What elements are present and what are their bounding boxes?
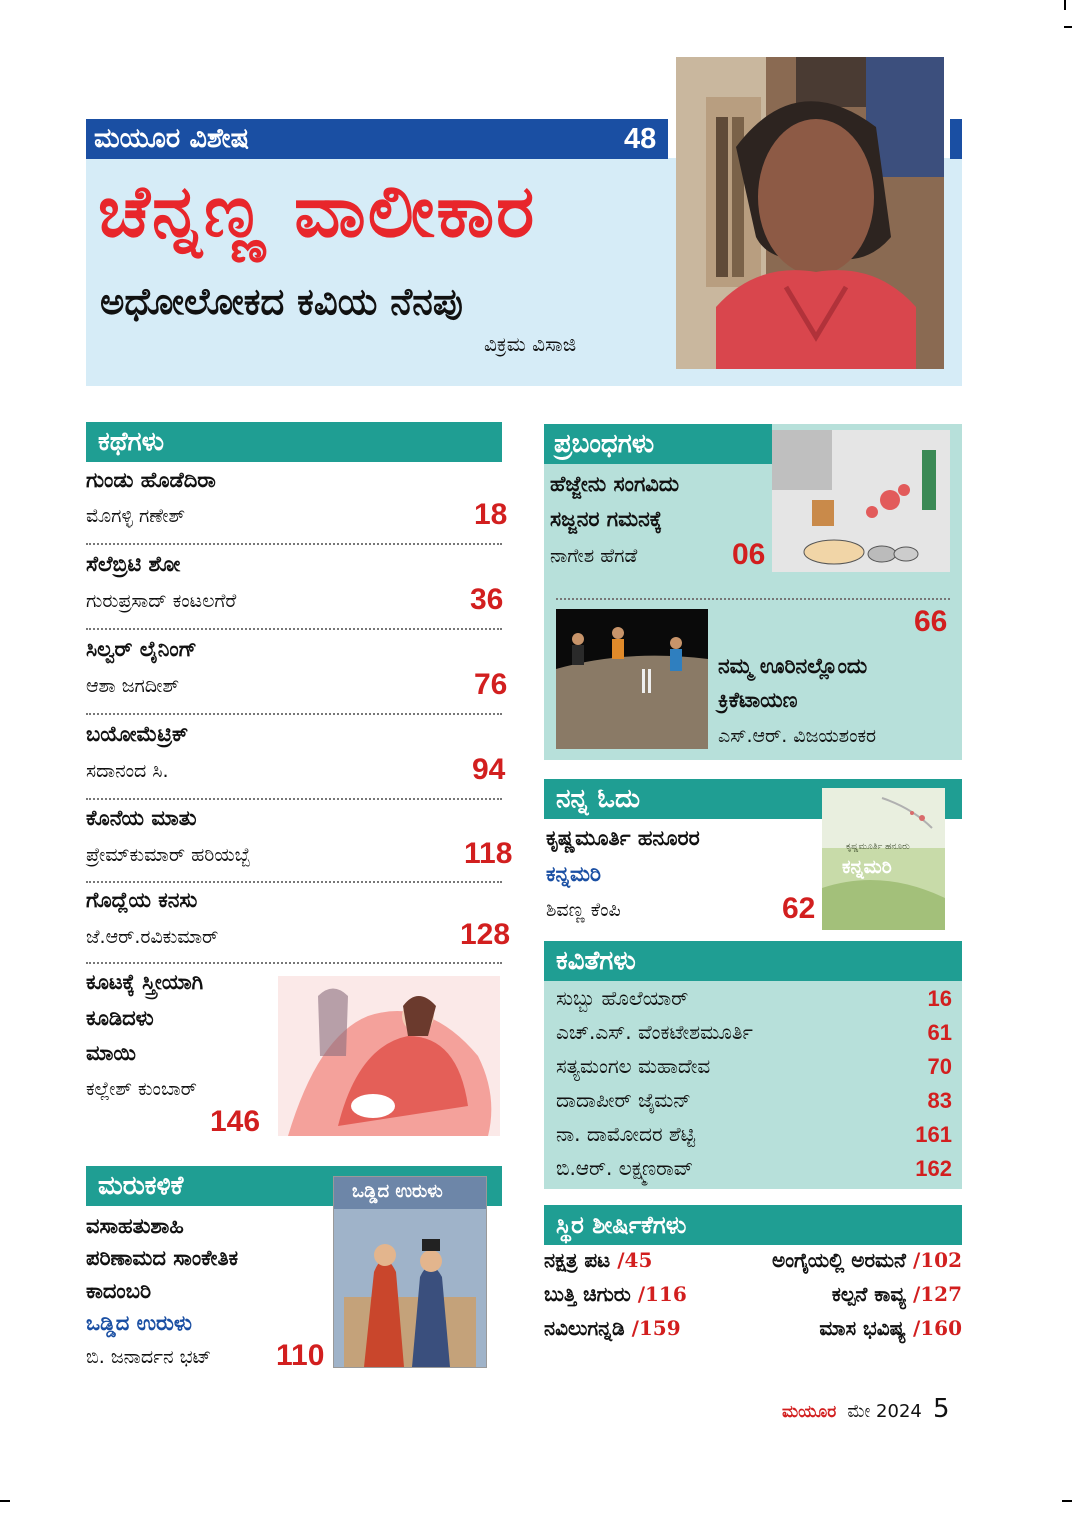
column-page[interactable]: /127 [912,1282,962,1306]
revival-header: ಮರುಕಳಿಕೆ [86,1166,502,1206]
story-title[interactable]: ಗುಂಡು ಹೊಡೆದಿರಾ [86,468,216,492]
regular-left-list [544,1248,744,1350]
story-title-line3[interactable]: ಮಾಯಿ [86,1041,136,1065]
footer-page-number: 5 [932,1394,950,1424]
poem-row[interactable] [556,1088,952,1122]
crop-mark [0,1500,10,1502]
poem-page[interactable]: 162 [915,1156,952,1181]
crop-mark [1062,1500,1072,1502]
column-name: ನಕ್ಷತ್ರ ಪಟ [544,1248,611,1272]
essay-title-line1[interactable]: ನಮ್ಮ ಊರಿನಲ್ಲೊಂದು [718,654,868,678]
story-page[interactable]: 36 [470,583,504,616]
revival-cover-text: ಒಡ್ಡಿದ ಉರುಳು [352,1181,443,1202]
essays-header: ಪ್ರಬಂಧಗಳು [554,429,655,459]
divider [86,962,502,964]
story-page[interactable]: 118 [464,837,513,870]
myread-book-title[interactable]: ಕನ್ನಮರಿ [546,862,602,886]
essay-illustration-cricket [556,609,708,749]
myread-cover-title: ಕನ್ನಮರಿ [842,856,892,878]
regular-item[interactable] [742,1282,962,1316]
poem-page[interactable]: 61 [927,1020,952,1045]
story-title[interactable]: ಸಿಲ್ವರ್ ಲೈನಿಂಗ್ [86,637,197,661]
column-page[interactable]: /160 [912,1316,962,1340]
story-author: ಆಶಾ ಜಗದೀಶ್ [86,675,180,697]
divider [556,598,950,600]
story-author: ಜೆ.ಆರ್.ರವಿಕುಮಾರ್ [86,926,219,948]
poem-row[interactable] [556,1156,952,1190]
regular-item[interactable] [544,1282,744,1316]
story-author: ಗುರುಪ್ರಸಾದ್ ಕಂಟಲಗೆರೆ [86,590,237,612]
poem-row[interactable] [556,1020,952,1054]
poem-row[interactable] [556,1122,952,1156]
poet-name: ದಾದಾಪೀರ್ ಜೈಮನ್ [556,1088,691,1112]
story-title[interactable]: ಕೊನೆಯ ಮಾತು [86,806,197,830]
poem-row[interactable] [556,1054,952,1088]
revival-book-title[interactable]: ಒಡ್ಡಿದ ಉರುಳು [86,1311,192,1335]
myread-header: ನನ್ನ ಓದು [544,779,962,819]
myread-cover-author: ಕೃಷ್ಣಮೂರ್ತಿ ಹನೂರು [846,842,910,852]
essay-title-line2[interactable]: ಸಜ್ಜನರ ಗಮನಕ್ಕೆ [550,507,663,531]
poem-row[interactable] [556,986,952,1020]
poem-page[interactable]: 83 [927,1088,952,1113]
essay-illustration-toilet [772,430,950,572]
divider [86,881,502,883]
story-title-line2[interactable]: ಕೂಡಿದಳು [86,1006,154,1030]
story-author: ಪ್ರೇಮ್‌ಕುಮಾರ್ ಹರಿಯಬ್ಬೆ [86,844,251,866]
myread-book-cover [822,788,945,930]
poet-name: ಸುಬ್ಬು ಹೊಲೆಯಾರ್ [556,986,689,1010]
story-title[interactable]: ಸೆಲೆಬ್ರಿಟಿ ಶೋ [86,552,181,576]
regular-item[interactable] [544,1316,744,1350]
revival-book-cover [333,1176,487,1368]
feature-title[interactable]: ಚೆನ್ನಣ್ಣ ವಾಲೀಕಾರ [98,169,537,253]
regular-right-list [742,1248,962,1350]
story-author: ಮೊಗಳ್ಳಿ ಗಣೇಶ್ [86,505,186,527]
story-page[interactable]: 18 [474,498,508,531]
regular-item[interactable] [742,1248,962,1282]
story-page[interactable]: 146 [210,1105,261,1138]
poem-page[interactable]: 16 [927,986,952,1011]
feature-author: ವಿಕ್ರಮ ವಿಸಾಜಿ [484,332,577,356]
regular-item[interactable] [742,1316,962,1350]
column-page[interactable]: /116 [637,1282,687,1306]
story-author: ಸದಾನಂದ ಸಿ. [86,760,169,782]
crop-mark [1064,26,1072,28]
myread-line1: ಕೃಷ್ಣಮೂರ್ತಿ ಹನೂರರ [546,826,700,850]
divider [86,798,502,800]
divider [86,713,502,715]
divider [86,543,502,545]
poet-name: ಬಿ.ಆರ್. ಲಕ್ಷ್ಮಣರಾವ್ [556,1156,694,1180]
feature-label: ಮಯೂರ ವಿಶೇಷ [94,123,249,154]
story-title[interactable]: ಬಯೋಮೆಟ್ರಿಕ್ [86,722,189,746]
column-name: ಬುತ್ತಿ ಚಿಗುರು [544,1282,631,1306]
footer-month: ಮೇ 2024 [847,1401,922,1422]
revival-author: ಬಿ. ಜನಾರ್ದನ ಭಟ್ [86,1346,212,1368]
column-page[interactable]: /102 [912,1248,962,1272]
essay-title-line1[interactable]: ಹೆಜ್ಜೇನು ಸಂಗವಿದು [550,472,680,496]
column-name: ಅಂಗೈಯಲ್ಲಿ ಅರಮನೆ [772,1248,906,1272]
poet-name: ನಾ. ದಾಮೋದರ ಶೆಟ್ಟಿ [556,1122,696,1146]
revival-line3: ಕಾದಂಬರಿ [86,1279,152,1303]
feature-subtitle: ಅಧೋಲೋಕದ ಕವಿಯ ನೆನಪು [100,280,463,323]
column-page[interactable]: /159 [631,1316,681,1340]
essay-page[interactable]: 06 [732,538,766,571]
story-illustration [278,976,500,1136]
story-page[interactable]: 94 [472,753,506,786]
story-title-line1[interactable]: ಕೂಟಕ್ಕೆ ಸ್ತ್ರೀಯಾಗಿ [86,970,204,994]
regular-header: ಸ್ಥಿರ ಶೀರ್ಷಿಕೆಗಳು [544,1205,962,1245]
revival-line2: ಪರಿಣಾಮದ ಸಾಂಕೇತಿಕ [86,1246,239,1270]
column-name: ಕಲ್ಪನೆ ಕಾವ್ಯ [831,1282,906,1306]
revival-page[interactable]: 110 [276,1339,325,1372]
footer-brand: ಮಯೂರ [782,1402,837,1422]
poems-header: ಕವಿತೆಗಳು [544,941,962,981]
story-author: ಕಲ್ಲೇಶ್ ಕುಂಬಾರ್ [86,1078,197,1100]
essay-author: ಎಸ್.ಆರ್. ವಿಜಯಶಂಕರ [718,725,877,747]
divider [86,628,502,630]
essay-page[interactable]: 66 [914,605,948,638]
story-page[interactable]: 76 [474,668,508,701]
portrait-photo [676,57,944,369]
feature-right-accent [950,119,962,159]
column-page[interactable]: /45 [617,1248,653,1272]
poet-name: ಸತ್ಯಮಂಗಲ ಮಹಾದೇವ [556,1054,711,1078]
column-name: ನವಿಲುಗನ್ನಡಿ [544,1316,625,1340]
myread-page[interactable]: 62 [782,892,816,925]
feature-page-number[interactable]: 48 [624,123,657,155]
story-title[interactable]: ಗೊದ್ಲೆಯ ಕನಸು [86,888,198,912]
story-page[interactable]: 128 [460,918,511,951]
crop-mark [1064,0,1066,10]
poem-page[interactable]: 161 [915,1122,952,1147]
essay-title-line2[interactable]: ಕ್ರಿಕೆಟಾಯಣ [718,688,798,712]
regular-item[interactable] [544,1248,744,1282]
essay-author: ನಾಗೇಶ ಹೆಗಡೆ [550,545,638,567]
revival-line1: ವಸಾಹತುಶಾಹಿ [86,1214,184,1238]
poet-name: ಎಚ್.ಎಸ್. ವೆಂಕಟೇಶಮೂರ್ತಿ [556,1020,753,1044]
poems-list [556,986,952,1190]
stories-header: ಕಥೆಗಳು [86,422,502,462]
footer [782,1394,950,1426]
poem-page[interactable]: 70 [927,1054,952,1079]
myread-author: ಶಿವಣ್ಣ ಕೆಂಪಿ [546,899,621,921]
column-name: ಮಾಸ ಭವಿಷ್ಯ [819,1316,906,1340]
